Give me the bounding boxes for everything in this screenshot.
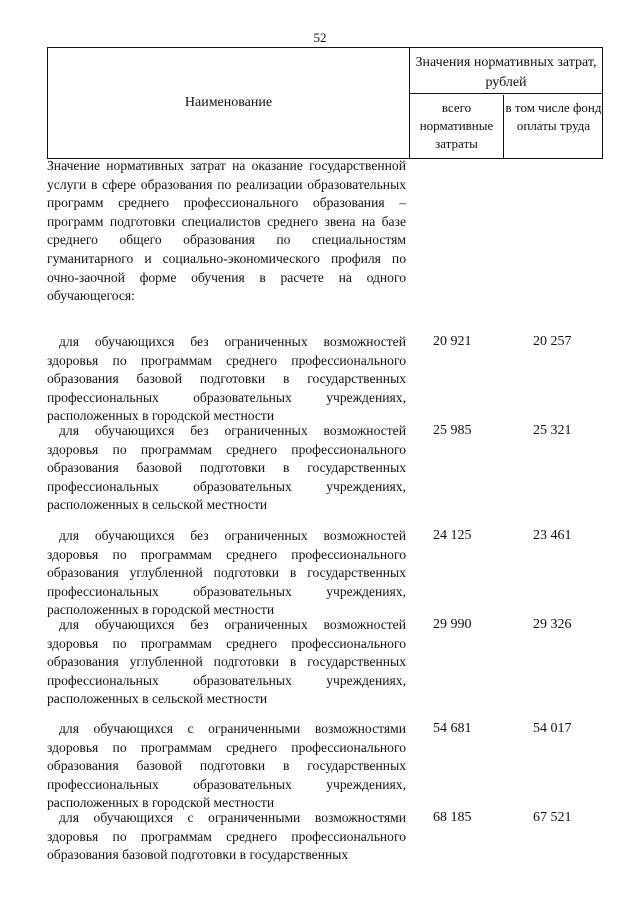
page-number: 52: [313, 30, 327, 45]
row-wage-value: 54 017: [533, 721, 572, 736]
row-description: для обучающихся без ограниченных возможностей здоровья по программам среднего профессионального образования углубленной подготовки в государственных профессиональных образовательных учреждениях, расположенных в сельской местности: [47, 617, 406, 707]
row-total-value: 68 185: [433, 810, 472, 825]
row-description: для обучающихся без ограниченных возможностей здоровья по программам среднего профессионального образования базовой подготовки в государственных профессиональных образовательных учреждениях, расположенных в городской местности: [47, 334, 406, 424]
column-header-values: Значения нормативных затрат, рублей: [410, 48, 602, 94]
column-header-name: Наименование: [48, 48, 410, 158]
row-total-value: 25 985: [433, 423, 472, 438]
row-wage-value: 29 326: [533, 617, 572, 632]
row-wage-value: 20 257: [533, 334, 572, 349]
intro-paragraph: Значение нормативных затрат на оказание государственной услуги в сфере образования по реализации образовательных программ среднего профессионального образования – программ подготовки специалистов среднего звена на базе среднего общего образования по специальностям гуманитарного и социально-экономического профиля по очно-заочной форме обучения в расчете на одного обучающегося:: [47, 158, 406, 304]
row-wage-value: 67 521: [533, 810, 572, 825]
row-total-value: 20 921: [433, 334, 472, 349]
table-header: [47, 47, 603, 159]
row-total-value: 24 125: [433, 528, 472, 543]
row-wage-value: 23 461: [533, 528, 572, 543]
row-wage-value: 25 321: [533, 423, 572, 438]
column-header-total: всего нормативные затраты: [410, 95, 504, 158]
row-total-value: 54 681: [433, 721, 472, 736]
row-description: для обучающихся без ограниченных возможностей здоровья по программам среднего профессионального образования углубленной подготовки в государственных профессиональных образовательных учреждениях, расположенных в городской местности: [47, 528, 406, 618]
row-total-value: 29 990: [433, 617, 472, 632]
row-description: для обучающихся с ограниченными возможностями здоровья по программам среднего профессионального образования базовой подготовки в государственных: [47, 810, 406, 863]
column-header-wage: в том числе фонд оплаты труда: [505, 100, 602, 133]
row-description: для обучающихся без ограниченных возможностей здоровья по программам среднего профессионального образования базовой подготовки в государственных профессиональных образовательных учреждениях, расположенных в сельской местности: [47, 423, 406, 513]
row-description: для обучающихся с ограниченными возможностями здоровья по программам среднего профессионального образования базовой подготовки в государственных профессиональных образовательных учреждениях, расположенных в городской местности: [47, 721, 406, 811]
